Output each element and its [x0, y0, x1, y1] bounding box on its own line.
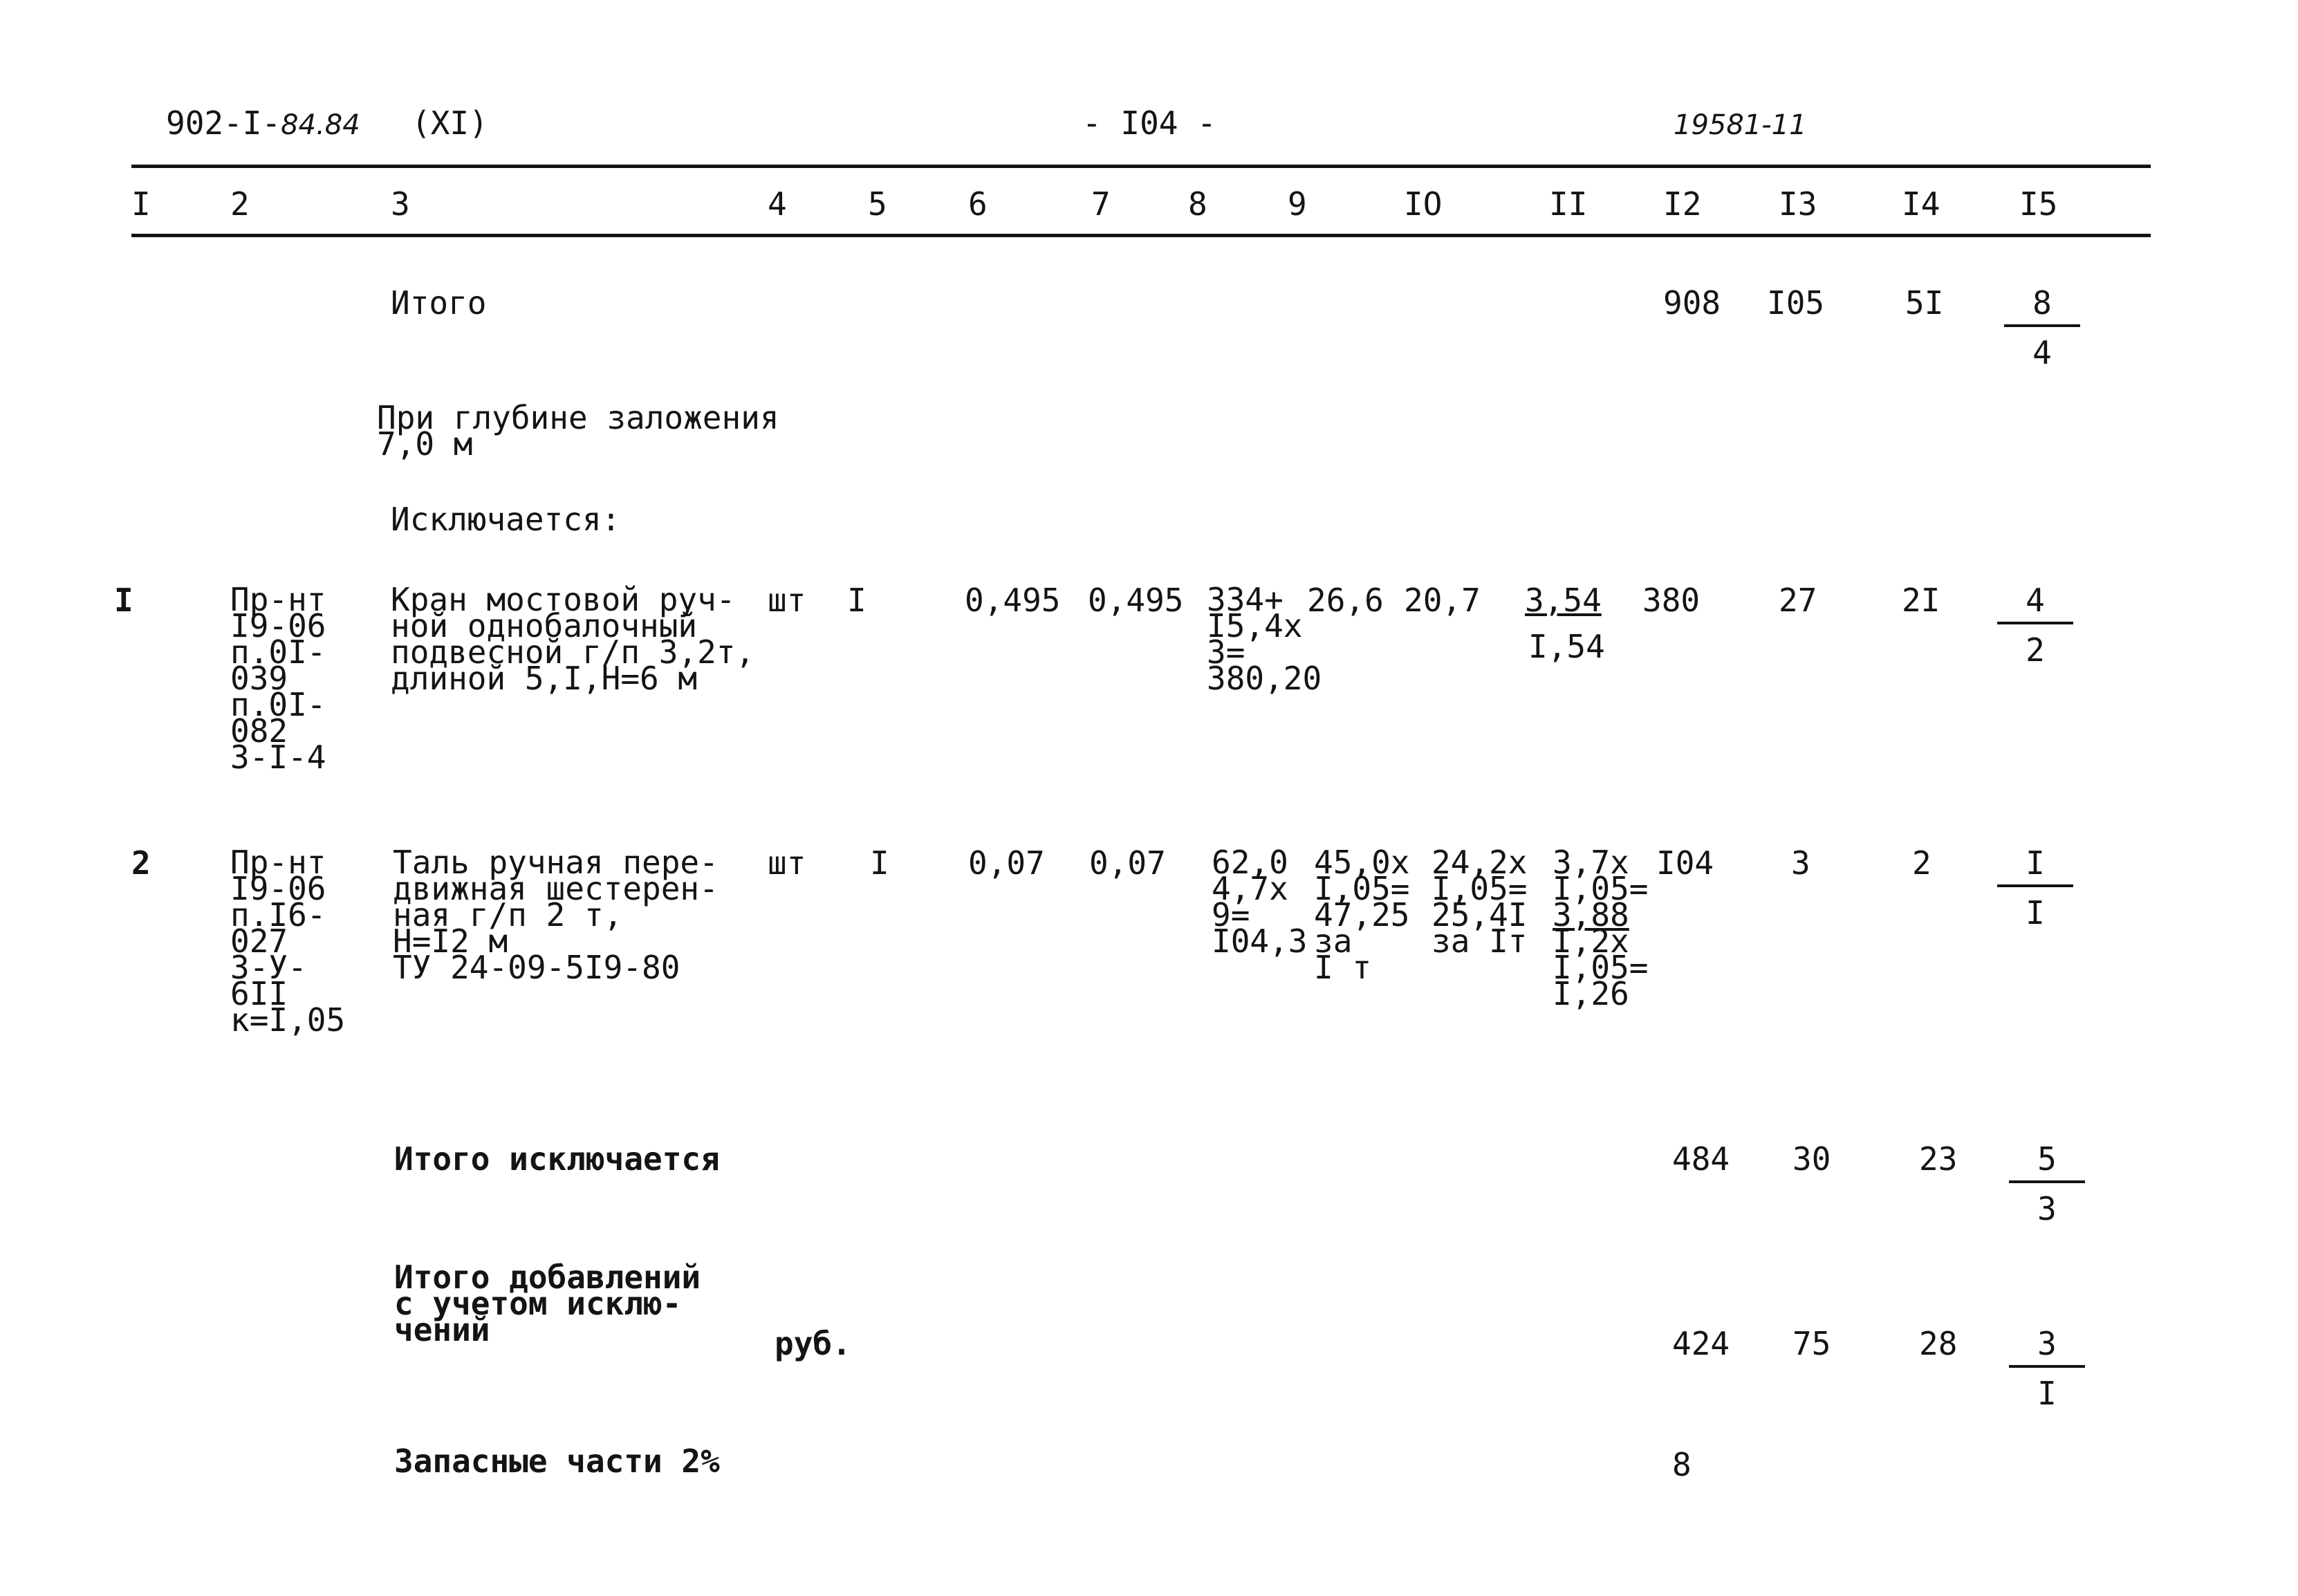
fraction-numerator: 3: [2037, 1325, 2057, 1362]
row-c15-fraction: [1997, 844, 2073, 931]
spare-parts-label: Запасные части 2%: [394, 1442, 720, 1480]
row-c12: 380: [1642, 582, 1701, 619]
row-qty: I: [870, 844, 889, 882]
col-14: I4: [1902, 185, 1940, 223]
fraction-bar: [1997, 884, 2073, 887]
row-number: I: [114, 582, 133, 619]
col-9: 9: [1288, 185, 1307, 223]
row-c11-underlined: 3,88: [1553, 896, 1629, 934]
fraction-numerator: 8: [2032, 284, 2052, 322]
row-c9: 62,0 4,7x 9= I04,3: [1212, 844, 1308, 960]
document-code-print: 902-I-: [166, 104, 281, 142]
itogo-c13: I05: [1767, 284, 1825, 322]
document-code-handwritten: 84.84: [281, 109, 360, 141]
col-5: 5: [868, 185, 887, 223]
total-additions-c14: 28: [1919, 1325, 1958, 1362]
row-unit: шт: [768, 582, 806, 619]
total-excluded-c13: 30: [1792, 1140, 1831, 1178]
row-c10a: 26,6: [1307, 582, 1384, 619]
row-c15-fraction: [1997, 582, 2073, 669]
row-unit: шт: [768, 844, 806, 882]
document-part: (XI): [411, 104, 488, 142]
col-7: 7: [1091, 185, 1111, 223]
total-additions-unit: руб.: [775, 1325, 851, 1362]
itogo-c15-fraction: [2004, 284, 2080, 371]
itogo-c14: 5I: [1905, 284, 1944, 322]
row-c11-part-a: 3,7x I,05=: [1553, 844, 1649, 907]
depth-note-line1: При глубине заложения: [377, 399, 779, 436]
fraction-denominator: 2: [2026, 631, 2045, 669]
registration-number: 19581-11: [1674, 109, 1807, 141]
fraction-bar: [2004, 324, 2080, 327]
row-code: Пр-нт I9-06 п.I6- 027 3-У- 6II к=I,05: [230, 844, 346, 1039]
col-3: 3: [391, 185, 410, 223]
row-qty: I: [847, 582, 867, 619]
col-8: 8: [1188, 185, 1207, 223]
row-c13: 27: [1779, 582, 1817, 619]
row-name: Кран мостовой руч- ной однобалочный подвесной г/п 3,2т, длиной 5,I,Н=6 м: [391, 581, 755, 697]
row-c10a: 45,0x I,05= 47,25 за I т: [1314, 844, 1410, 986]
row-c11-bottom: I,54: [1528, 628, 1605, 665]
col-10: IO: [1404, 185, 1443, 223]
row-c7: 0,07: [1089, 844, 1166, 882]
depth-note: [377, 399, 779, 463]
fraction-denominator: I: [2026, 894, 2045, 931]
col-13: I3: [1779, 185, 1817, 223]
col-1: I: [131, 185, 151, 223]
fraction-numerator: 4: [2026, 582, 2045, 619]
fraction-denominator: I: [2037, 1375, 2057, 1412]
col-11: II: [1549, 185, 1588, 223]
fraction-denominator: 4: [2032, 334, 2052, 371]
row-c13: 3: [1791, 844, 1810, 882]
fraction-numerator: 5: [2037, 1140, 2057, 1178]
itogo-c12: 908: [1663, 284, 1721, 322]
col-12: I2: [1663, 185, 1702, 223]
header-top-rule: [131, 165, 2151, 168]
row-c10b: 24,2x I,05= 25,4I за Iт: [1431, 844, 1528, 960]
col-6: 6: [968, 185, 988, 223]
header-bottom-rule: [131, 234, 2151, 237]
row-c11: [1553, 844, 1649, 1012]
fraction-numerator: I: [2026, 844, 2045, 882]
row-c10b: 20,7: [1404, 582, 1481, 619]
col-15: I5: [2019, 185, 2058, 223]
total-excluded-c15-fraction: [2009, 1140, 2085, 1227]
total-additions-c13: 75: [1792, 1325, 1831, 1362]
row-number: 2: [131, 844, 151, 882]
page-number: - I04 -: [1082, 104, 1216, 142]
row-c11-part-b: I,2x I,05= I,26: [1553, 922, 1649, 1012]
total-additions-label: Итого добавлений с учетом исклю- чений: [394, 1259, 701, 1348]
row-c9: 334+ I5,4x 3= 380,20: [1207, 581, 1322, 697]
col-2: 2: [230, 185, 250, 223]
row-c6: 0,07: [968, 844, 1045, 882]
row-c12: I04: [1656, 844, 1714, 882]
row-code: Пр-нт I9-06 п.0I- 039 п.0I- 082 3-I-4: [230, 581, 326, 776]
row-c14: 2I: [1902, 582, 1940, 619]
spare-parts-c12: 8: [1672, 1446, 1692, 1483]
total-excluded-label: Итого исключается: [394, 1140, 720, 1178]
total-excluded-c14: 23: [1919, 1140, 1958, 1178]
fraction-denominator: 3: [2037, 1190, 2057, 1227]
row-c6: 0,495: [965, 582, 1061, 619]
col-4: 4: [768, 185, 787, 223]
total-excluded-c12: 484: [1672, 1140, 1730, 1178]
row-c7: 0,495: [1088, 582, 1184, 619]
fraction-bar: [2009, 1365, 2085, 1368]
itogo-label: Итого: [391, 284, 487, 322]
document-code: [166, 104, 360, 142]
total-additions-c15-fraction: [2009, 1325, 2085, 1412]
row-name: Таль ручная пере- движная шестерен- ная г/п 2 т, Н=I2 м ТУ 24-09-5I9-80: [393, 844, 719, 986]
total-additions-c12: 424: [1672, 1325, 1730, 1362]
fraction-bar: [2009, 1180, 2085, 1183]
depth-note-line2: 7,0 м: [377, 425, 473, 463]
row-c14: 2: [1912, 844, 1931, 882]
row-c11-top: 3,54: [1525, 582, 1602, 619]
fraction-bar: [1997, 622, 2073, 624]
excluded-heading: Исключается:: [391, 501, 621, 538]
